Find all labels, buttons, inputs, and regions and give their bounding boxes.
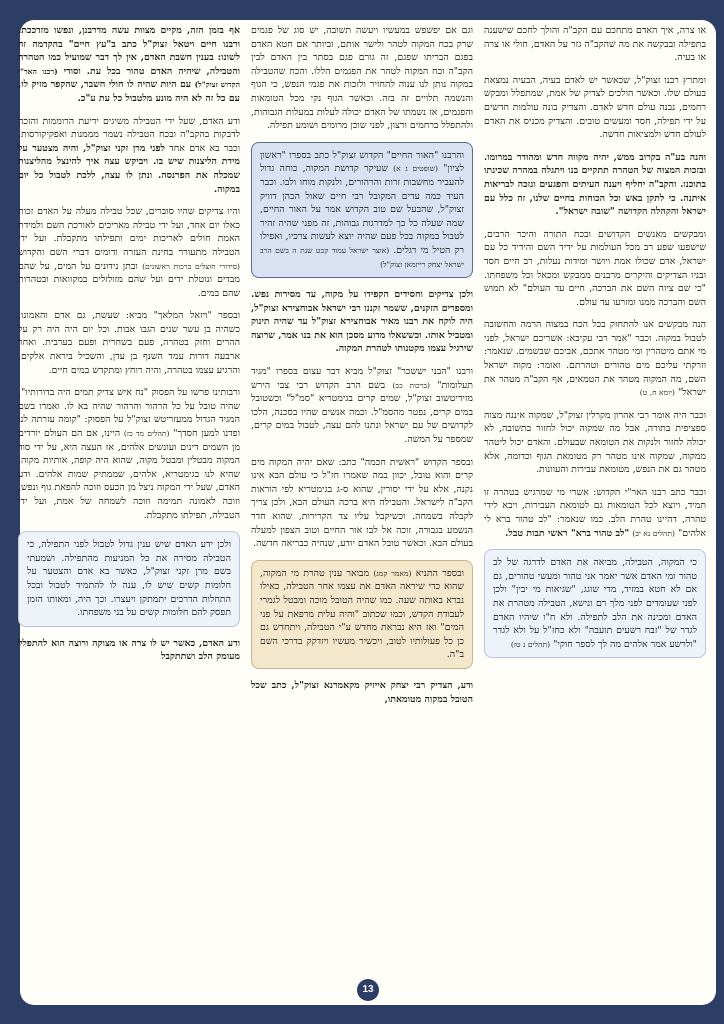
paragraph: וגם אם יפשפש במעשיו ויעשה תשובה, יש סוג של פגמים שרק בכח המקוה לטהר ולישר אותם, וביותר אם חטא האדם בפגם הבריתו שפגם, זה גורם פגם בסתר בין האדם לבין הקב"ה וכח המקוה לטהר את הפגמים הללו. והכח שהטבילה במקוה נותן לנו ענוה להחזיר ולזכות את פגמי הנפש, כי הגוף והנשמה תלויים זה בזה. וכאשר הגוף נקי מכל הטומאות והפגמים, אז נשמתו של האדם יכולה לעלות במעלות הגבוהות, ולהתפלל ברחמים ורצון, לפני שוכן מרומים ושומע תפילה.: [251, 25, 473, 132]
citation: (רבנו האר"י הקדוש זצוק"ל): [18, 66, 240, 90]
paragraph: [484, 486, 706, 540]
highlight-text: לפני מרן זקני זצוק"ל, והיה מצטער על מידת הליצנות שיש בו. ויביקש עצה איך להינצל מהליצנות שמכלה את הפרנסה. ונתן לו עצה, ללכת לטבול כל יום במקוה.: [18, 142, 240, 195]
paragraph: [251, 365, 473, 447]
paragraph: ומתרץ רבנו זצוק"ל, שכאשר יש לאדם בעיה, הבעיה נמצאת בעולם שלו. וכאשר הולכים לצדיק של אמת, שמתפלל ומבקש רחמים, נבנה עולם חדש לאדם. והצדיק בונה עולמות חדשים על ידי תפילה, חסד ומעשים טובים. והצדיק מכניס את האדם לעולם חדש ולמציאות חדשה.: [484, 74, 706, 141]
right-column: [484, 24, 706, 668]
quote-box: [251, 142, 473, 278]
citation: (יומא ח, ט): [639, 388, 675, 398]
paragraph: ולכן צדיקים וחסידים הקפידו על מקוה, עד מסירות נפש. ומספרים הזקנים, ששמר זקננו רבי ישראל אבוחצירא זצוק"ל, היה לוקח את רבנו מאיר אבוחצירא זצוק"ל עד שהיה תינוק ומטביל אותו. וכששאלו מדוע מסכן הוא את בנו אמר, שרוצה שירגיל עצמו מקטנותו לטהרת המקוה.: [251, 289, 473, 355]
page-number: 13: [357, 979, 379, 1001]
callout-box: [484, 549, 706, 658]
paragraph: ומבקשים מאנשים הקדושים ובכח התורה והיכר הרבים, שישפעו שפע רב מכל העולמות על ידיד השם והידיד כל עם ישראל, אדם שכולו אמת ויושר ומידות נעלות, רב חיים חסד ובניו הצדיקים והיקרים מרבנים ממבקש ומכאל וכל משפחתו. "כי שם ציוה השם את הברכה, חיים עד העולם" לא תמוש השם והברכה ממנו ומזרעו עד עולם.: [484, 228, 706, 308]
citation: (תהלים נ טז): [510, 639, 551, 649]
paragraph-text: ובתן נידונים על המים, על שהם מבדים ונוטלת ידים ועל שהם מזולזלים במקוואות ובטהרות שהם במים.: [18, 260, 240, 299]
quote-text: שעיקר קדושת המקוה, כוחה גדול להעביר מחשבות זרות והרהורים, ולנקות מוחו ולבו. וכבר העיד כמה עדים המקובל רבי חיים שאול הכהן דוויק זצוק"ל, שהבעל שם טוב הקדוש אמר על האור החיים, שמה שעלה כל כך למדרגות גבוהות, זה מפני שהיה זהיר לטבול במקוה בכל פעם שהיה יוצא לעשות צרכיו, ואפילו רק הטיל מי רגלים.: [260, 163, 464, 256]
paragraph-text: עם היות שהיה לו חולי חשבר, שהקפר מזיק לו, עם כל זה לא היה מונע מלטבול כל עת ע"כ.: [18, 79, 240, 104]
paragraph: ובספר הקדוש "ראשית חכמה" כתב: שאם יהיה המקוה מים קרים והוא טובל, יכוון במה שאמרו חז"ל כי עולם הבא אינו נקנה, אלא על ידי יסורין, שהוא ס-ג בגימטריא לפי הוראות הקב"ה לישראל. והטבילה היא ברכה העולם הבא, ולכן צריך לקבלה בשמחה. וכשיקבל עליו צד הקרירות, שהוא חדר הנשמע בגבורה, זוכה אל לבו אור החיים וטוב הצפון למעלה בעולם הבא. וכאשר טובל האדם יודע, שנהיה כבריאה חדשה.: [251, 456, 473, 550]
paragraph: [18, 386, 240, 522]
citation: (אוצר ישראל עמוד קכט שנת ה בשם הרב ישראל יצחק רייזמאן זצוק"ל): [260, 245, 464, 269]
citation: (סידורי חוצלים ברכות ראשונים): [142, 261, 240, 271]
highlight-box: [251, 560, 473, 669]
paragraph: או צרה, איך האדם מתחכם עם הקב"ה והולך לחכם שישענה בתפילה ובבקשה את מה שהקב"ה גזר על האדם, חולי או צרה או בעיה.: [484, 25, 706, 64]
middle-column: [251, 24, 473, 715]
paragraph-text: ורבותינו פרשו על הפסוק "נח איש צדיק תמים היה בדורותיו", שהיה טובל על כל הרהור והרהור שהיה בא לו. ואמרו בשם המגיד הגדול ממעזריטש זצוק"ל על הפסוק: "קומה עזרתה לנו ופדנו למען חסדך": [18, 387, 240, 440]
callout-box: [18, 531, 240, 627]
paragraph: ודע האדם, כאשר יש לו צרה או מצוקה ורוצה הוא להתפלל מעומק הלב ושתתקבל: [18, 637, 240, 663]
magazine-page: [20, 20, 716, 1005]
paragraph: [18, 115, 240, 197]
quote-text: והרבנו "האור החיים" הקדוש זצוק"ל כתב בספרו "ראשון לציון": [260, 149, 464, 175]
paragraph-text: בשם הרב הקדוש רבי צבי הירש מזידיטשוב זצוק"ל, שמים קרים בגימטריא "סמ"ל" וכשטובל במים קרים, נפטר מהסמ"ל. וכמה אנשים שהיו בסכנה, הלכו לקדושים של עם ישראל ונתנו להם עצה, לטבול במים קרים, שמספר על המשה.: [251, 379, 473, 446]
paragraph-text: הנה מבקשים אנו להתחזק בכל הכח במצוה הרמה והחשובה לטבול במקוה. וכבר "אמר רבי עקיבא: אשריכם ישראל, לפני מי אתם מיטהרין ומי מטהר אתכם, אביכם שבשמים. שנאמר: וזרקתי עליכם מים טהורים וטהרתם. ואומר: מקוה ישראל השם, מה המקוה מטהר את הטמאים, אף הקב"ה מטהר את ישראל": [484, 319, 706, 399]
paragraph: [484, 318, 706, 400]
citation: (מאמר קמג): [373, 568, 412, 578]
highlight-text: מבואר ענין טהרת מי המקוה, שהוא כדי שיראה האדם את עצמו אחר הטבילה, כאילו נברא באותה שעה. כמו שהיה הטובל מוכה ומבטל לגמרי לעבודת הקדש, וכמו שכתוב "והיה עלית מרפאת על פני המים" ואז היא נבראת מחדש ע"י הטבילה, ויתחדש גם כן כל פעולותיו לטוב, ויכשיר מעשיו ויזדקק בדרכי השם ב"ה.: [260, 567, 464, 661]
citation: (שופטים ג א): [393, 164, 438, 174]
paragraph-text: ודע האדם, שעל ידי הטבילה משיגים ידיעת הרוממות והזכה לדבקות בהקב"ה ובכח הטבילה נשמר מממנות ואפקיקורסות. וכבר בא אדם אחד: [18, 115, 241, 154]
highlight-text: ובספר התניא: [415, 567, 464, 579]
left-column: [18, 24, 240, 673]
highlight-text: "לב טהור ברא" ראשי תבות טבל.: [505, 527, 630, 539]
paragraph-text: אף בזמן הזה, מקיים מצוות עשה מדרבנן, ונפשו מזדככת. ורבנו חיים ויטאל זצוק"ל כתב ב"עץ חיים" בהקדמה זה לשונו: בענין חשבת האדם, אין לך דבר שמועיל כמו הטהרה והטבילה, שיהיה האדם טהור בכל עת. וסודי: [18, 25, 241, 77]
citation: (ברכות כב): [392, 380, 430, 390]
callout-text: ולכן ידע האדם שיש ענין גדול לטבול לפני התפילה, כי הטבילה מסירה את כל המניעות מהתפילה. ושמעתי בשם מרן זקני זצוק"ל, כאשר בא אדם והצטער על חלומות קשים שיש לו, ענה לו להתמיד לטבול ובכל התחלות הדרכים יתמתקן ויעצרו. וכך היה, ומאותו הזמן תפסק להם חלומות קשים על בני משפחתו.: [27, 539, 231, 619]
paragraph: והנה בע"ה בקרוב ממש, יהיה מקווה חדש ומהודר במרומו. ובזכות המצוה של הטהרה תתקיים בנו ויתגלה במהרה שכינתו בתוכנו. והקב"ה יחליף ויענה העיתים והפגעים ונזכה לבריאות איתנה. כי לתקן באש וכל הכוחות בחיים שלנו, זה כלל עם ישראל והקהלה הקדושה "שובה ישראל".: [484, 151, 706, 218]
citation: (תהלים מד כז): [123, 429, 170, 439]
paragraph-text: היינו, אם הם העולם יורדים מן השמים דינים ועונשים אלהים, אז העצה היא, על ידי סוד המקוה מבטלין ומבטל מקוה, שהוא היה קופה, אותיות מקוה. שהיא לנו בגימטריא, אלהים, שממתיק שמות אלהים. ודע האדם, שעל ידי המקוה ניצל מן הכעס וזוכה להפאת גוף ונפש, וזוכה לאמונה תמימה וזוכה לשמחה של אמת, ועל ידי הטבילה, תפילתו מתקבלת.: [18, 428, 240, 521]
paragraph: ובספר "ויזאל המלאך" מביא: שעשת, גם אדם והאמונו, כשהיה בן עשר שנים הגבו אבות. וכל יום היה היה רק על ההרים וחזק בטהרה, פעם בשחרית ופעם בערבית. ואחר ארבעה דורות עמד השנף בן עדן, והשכיל ביראת אלקים, והרגיע עצמו בטהרה, והיה רוחץ ומתקדש במים חיים.: [18, 310, 240, 376]
paragraph: [18, 24, 240, 106]
paragraph: וכבר היה אומר רבי אהרון מקרלין זצוק"ל, שמקוה איננה מצוה ספציפית בתורה, אבל מה שמקוה יכול לחזור בתשובה, לא יכולה לחזור ולנקות את הטומאה שבעולם. והאדם יכול ליטהר ממקוה, שמקוה אינו מטהר רק מטומאת הגוף וכדומה, אלא מטהר גם את הנפש, מטומאת עבירות והעוונות.: [484, 409, 706, 476]
callout-text: כי המקוה, הטבילה, מביאה את האדם לדרגה של לב טהור ומי האדם אשר יאמר אני טהור ומעשי טהורים, גם אם לא חטא במזיד, מדי שוגג, "שגיאות מי יבין" ולכן לפני שעומדים לפני מלך רם ונישא, הטבילה מטהרת את האדם ומכינה את הלב לתפילה. ולא ח"ו שיהיו האדם לגדר של "זבח רשעים תועבה" ולא כחז"ל על ולא לגדר "ולרשע אמר אלהים מה לך לספר חוקי": [493, 557, 697, 650]
paragraph: [18, 205, 240, 300]
citation: (תהלים נא יב): [632, 528, 675, 538]
paragraph: ודע, הצדיק רבי יצחק אייזיק מקאמרנא זצוק"ל, כתב שכל הטובל במקוה מטומאתו,: [251, 679, 473, 705]
paragraph-text: והיו צדיקים שהיו סוברים, שכל טבילה מעלה על האדם זכות כאלו יום אחד, ועל ידי טבילה מאריכים לאורכת השם ולמידת האמת חולים לאריכות ימים ותפילתו מתקבלת. ועל ידי הטבילה מתעורר בחינת העזרה ודומים דברי השם והקדוש: [18, 206, 240, 258]
paragraph-text: ורבנו "הבני יששכר" זצוק"ל מביא דבר עצום בספרו "מגיד תעלומות": [251, 366, 473, 391]
page-frame: [6, 6, 718, 1018]
paragraph-text: וכבר כתב רבנו האר"י הקדוש: אשרי מי שמרגיש בטהרה זו תמיד, ויוצא לכל הטומאות גם לטומאת העבירות, ויבא לידי טהרה, דהיינו טהרת הלב. כמו שנאמר: "לב טהור ברא לי אלהים": [484, 486, 706, 539]
